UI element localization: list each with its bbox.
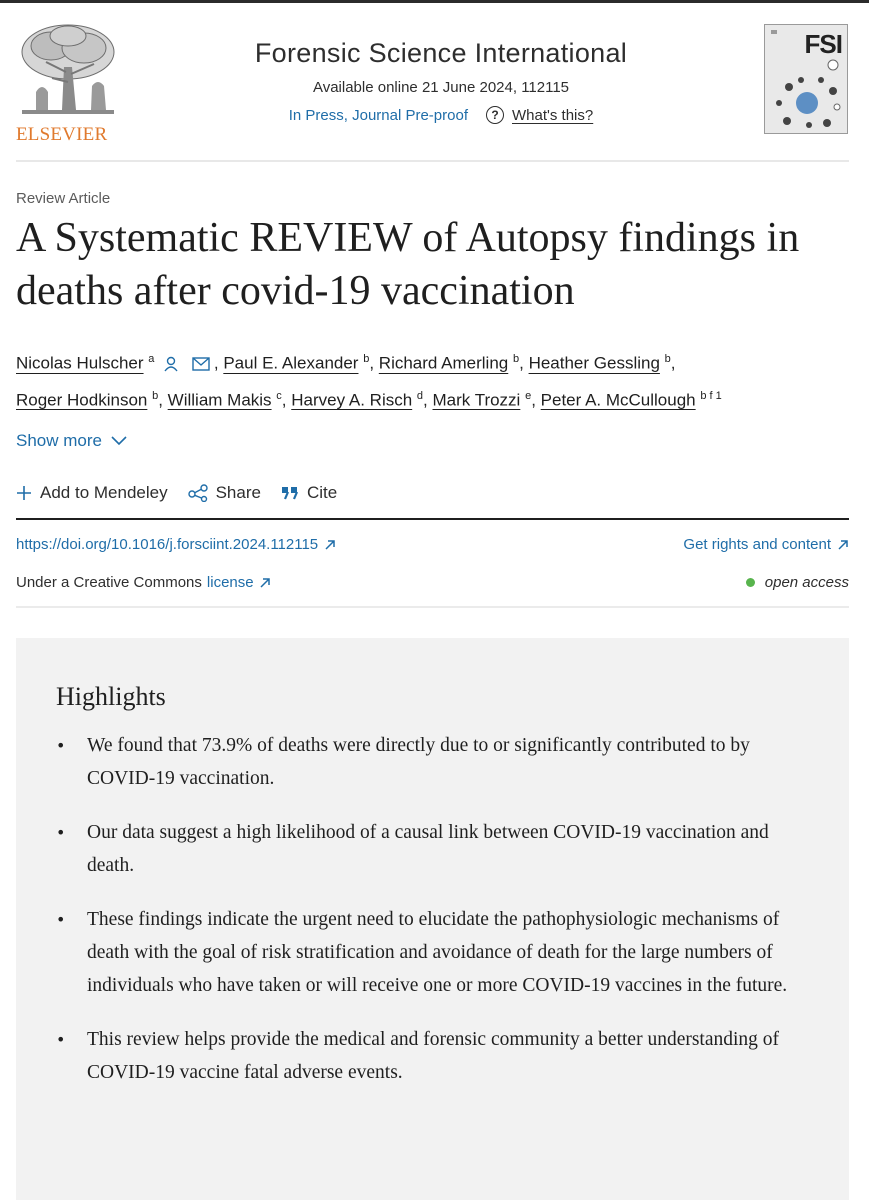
author-affiliation: e xyxy=(525,389,532,402)
doi-link[interactable] xyxy=(16,536,336,553)
article-type: Review Article xyxy=(16,190,111,207)
cite-label: Cite xyxy=(306,483,338,502)
highlights-panel xyxy=(16,638,849,1200)
help-icon: ? xyxy=(486,106,504,124)
highlight-item: • Our data suggest a high likelihood of a causal link between COVID-19 vaccination and death. xyxy=(56,816,796,882)
meta-divider xyxy=(16,606,849,608)
author-affiliation: d xyxy=(416,389,424,402)
top-border xyxy=(0,0,869,3)
elsevier-wordmark: ELSEVIER xyxy=(16,124,108,145)
author-affiliation: c xyxy=(276,389,282,402)
highlight-item: • We found that 73.9% of deaths were directly due to or significantly contributed to by COVID-19 vaccination. xyxy=(56,729,796,795)
rights-label: Get rights and content xyxy=(683,536,831,553)
journal-header xyxy=(16,14,849,164)
mendeley-label: Add to Mendeley xyxy=(40,483,168,502)
author-link[interactable]: Paul E. Alexander xyxy=(223,353,359,373)
author-affiliation: b xyxy=(363,353,370,365)
highlights-title: Highlights xyxy=(56,682,166,711)
highlights-list xyxy=(56,729,796,1110)
journal-cover-image[interactable] xyxy=(764,24,848,134)
journal-status-row xyxy=(186,106,696,124)
quote-icon xyxy=(281,486,299,500)
share-label: Share xyxy=(215,483,261,502)
cover-abbrev: FSI xyxy=(804,29,842,59)
author-list: Nicolas Hulscher $^a$ , Paul E. Alexander $^b$, Richard Amerling $^b$, Heather Gessling $^b$, Roger Hodkinson $^b$, William Makis $^c$, Harvey A. Risch $^d$, Mark Trozzi $^e$, Peter A. McCullough $^{b f 1}$ xyxy=(16,353,722,410)
person-icon[interactable] xyxy=(163,356,179,372)
author-affiliation: b xyxy=(512,353,520,365)
author-affiliation: b xyxy=(152,389,159,402)
author-link[interactable]: Heather Gessling xyxy=(528,353,660,373)
open-access-dot-icon xyxy=(746,578,755,587)
highlight-item: • These findings indicate the urgent need to elucidate the pathophysiologic mechanisms of death with the goal of risk stratification and avoidance of death for the large numbers of individuals who have taken or will receive one or more COVID-19 vaccines in the future. xyxy=(56,903,796,1002)
author-affiliation: b f 1 xyxy=(700,389,722,402)
author-link[interactable]: Peter A. McCullough xyxy=(540,390,696,410)
share-icon xyxy=(188,484,208,502)
share-button[interactable] xyxy=(188,483,261,503)
elsevier-logo[interactable] xyxy=(16,22,120,152)
license-prefix: Under a Creative Commons xyxy=(16,574,202,591)
show-more-label: Show more xyxy=(16,431,102,450)
elsevier-tree-icon xyxy=(16,22,120,122)
journal-title[interactable]: Forensic Science International xyxy=(254,38,628,68)
plus-icon xyxy=(16,485,32,501)
license-link[interactable]: license xyxy=(206,574,254,591)
highlight-item: • This review helps provide the medical and forensic community a better understanding of COVID-19 vaccine fatal adverse events. xyxy=(56,1023,796,1089)
mail-icon[interactable] xyxy=(192,357,210,371)
whats-this-label: What's this? xyxy=(512,106,594,124)
external-link-icon xyxy=(837,539,849,551)
author-link[interactable]: Mark Trozzi xyxy=(432,390,521,410)
in-press-link[interactable]: In Press, Journal Pre-proof xyxy=(288,106,468,124)
header-divider xyxy=(16,160,849,162)
author-affiliation: b xyxy=(664,353,671,365)
author-link[interactable]: William Makis xyxy=(167,390,272,410)
show-more-button[interactable] xyxy=(16,431,128,451)
rights-link[interactable] xyxy=(683,536,849,553)
license-line xyxy=(16,574,271,591)
whats-this-button[interactable] xyxy=(486,106,593,124)
author-link[interactable]: Harvey A. Risch xyxy=(291,390,413,410)
article-title: A Systematic REVIEW of Autopsy findings in deaths after covid-19 vaccination xyxy=(16,215,800,314)
add-to-mendeley-button[interactable] xyxy=(16,483,168,503)
author-link[interactable]: Richard Amerling xyxy=(378,353,509,373)
open-access-badge xyxy=(746,574,849,591)
cover-art-icon xyxy=(765,25,848,134)
open-access-label: open access xyxy=(764,574,849,591)
journal-info xyxy=(186,38,696,124)
availability-text: Available online 21 June 2024, 112115 xyxy=(312,79,570,96)
external-link-icon xyxy=(324,539,336,551)
cite-button[interactable] xyxy=(281,483,337,503)
chevron-down-icon xyxy=(110,435,128,447)
author-link[interactable]: Nicolas Hulscher xyxy=(16,353,144,373)
doi-label: https://doi.org/10.1016/j.forsciint.2024.112115 xyxy=(16,536,319,553)
external-link-icon xyxy=(259,577,271,589)
article-actions xyxy=(16,483,337,503)
author-link[interactable]: Roger Hodkinson xyxy=(16,390,148,410)
author-affiliation: a xyxy=(148,353,155,365)
actions-divider xyxy=(16,518,849,520)
